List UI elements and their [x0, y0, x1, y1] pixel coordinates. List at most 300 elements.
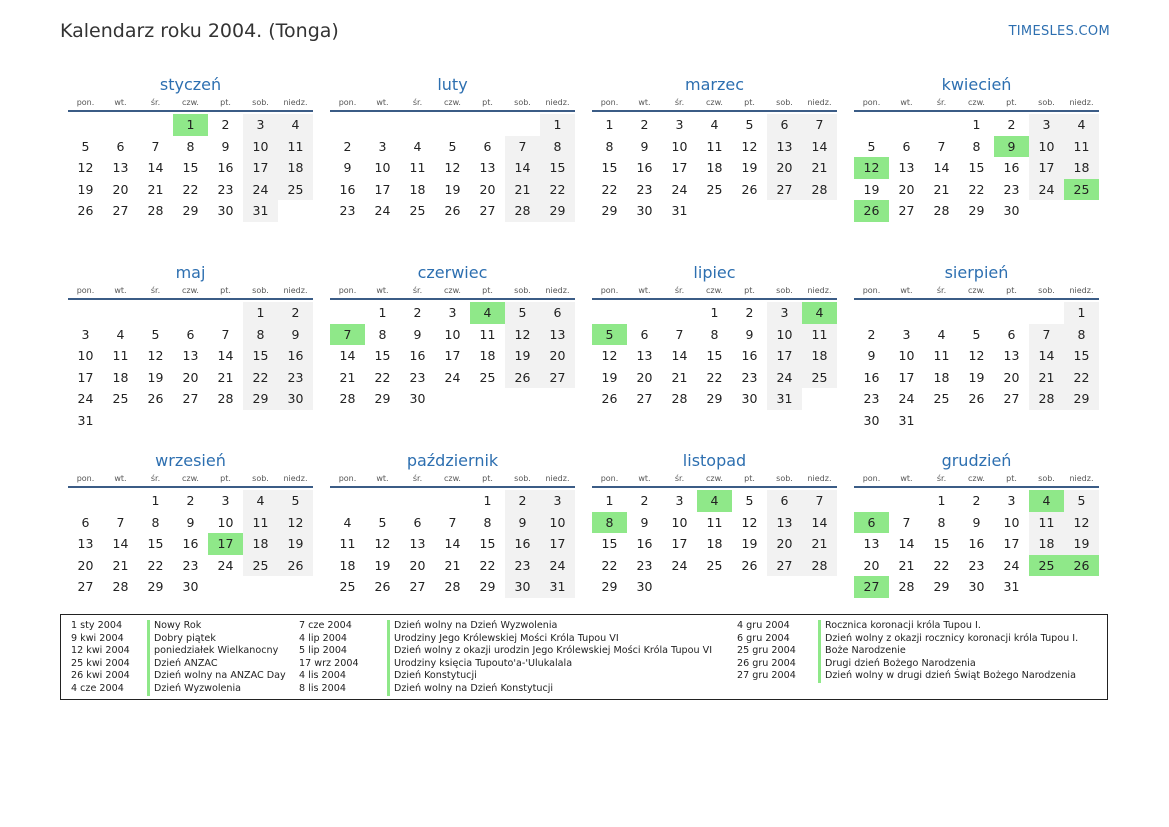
day-cell[interactable]: 12: [444, 160, 461, 176]
day-cell[interactable]: 20: [540, 345, 575, 367]
day-cell[interactable]: 4: [1064, 114, 1099, 136]
day-cell[interactable]: 5: [448, 138, 457, 154]
day-cell[interactable]: 13: [112, 160, 129, 176]
day-cell[interactable]: 12: [1064, 512, 1099, 534]
day-cell[interactable]: 17: [671, 160, 688, 176]
day-cell[interactable]: 13: [1003, 348, 1020, 364]
day-cell[interactable]: 16: [968, 536, 985, 552]
day-cell[interactable]: 12: [741, 138, 758, 154]
day-cell[interactable]: 26: [147, 391, 164, 407]
day-cell[interactable]: 20: [479, 181, 496, 197]
day-cell[interactable]: 7: [448, 514, 457, 530]
day-cell[interactable]: 17: [767, 345, 802, 367]
day-cell[interactable]: 3: [675, 493, 684, 508]
day-cell[interactable]: 27: [767, 555, 802, 577]
day-cell[interactable]: 7: [505, 136, 540, 158]
day-cell[interactable]: 3: [81, 326, 90, 342]
holiday-day[interactable]: 8: [592, 512, 627, 534]
day-cell[interactable]: 26: [278, 555, 313, 577]
day-cell[interactable]: 7: [937, 138, 946, 154]
day-cell[interactable]: 2: [867, 326, 876, 342]
day-cell[interactable]: 23: [339, 203, 356, 219]
day-cell[interactable]: 23: [741, 369, 758, 385]
day-cell[interactable]: 15: [540, 157, 575, 179]
day-cell[interactable]: 21: [898, 557, 915, 573]
day-cell[interactable]: 25: [706, 557, 723, 573]
day-cell[interactable]: 26: [741, 557, 758, 573]
day-cell[interactable]: 4: [278, 114, 313, 136]
day-cell[interactable]: 23: [278, 367, 313, 389]
day-cell[interactable]: 9: [186, 514, 195, 530]
day-cell[interactable]: 14: [933, 160, 950, 176]
day-cell[interactable]: 15: [933, 536, 950, 552]
day-cell[interactable]: 19: [741, 160, 758, 176]
day-cell[interactable]: 19: [505, 345, 540, 367]
day-cell[interactable]: 1: [151, 493, 160, 508]
day-cell[interactable]: 3: [675, 117, 684, 132]
day-cell[interactable]: 13: [898, 160, 915, 176]
day-cell[interactable]: 4: [116, 326, 125, 342]
holiday-day[interactable]: 4: [802, 302, 837, 324]
day-cell[interactable]: 23: [217, 181, 234, 197]
day-cell[interactable]: 17: [1003, 536, 1020, 552]
day-cell[interactable]: 15: [243, 345, 278, 367]
day-cell[interactable]: 25: [479, 369, 496, 385]
day-cell[interactable]: 26: [741, 181, 758, 197]
day-cell[interactable]: 28: [217, 391, 234, 407]
day-cell[interactable]: 26: [601, 391, 618, 407]
day-cell[interactable]: 1: [243, 302, 278, 324]
day-cell[interactable]: 13: [409, 536, 426, 552]
day-cell[interactable]: 14: [444, 536, 461, 552]
day-cell[interactable]: 19: [968, 369, 985, 385]
day-cell[interactable]: 11: [1064, 136, 1099, 158]
day-cell[interactable]: 31: [671, 203, 688, 219]
day-cell[interactable]: 10: [1003, 514, 1020, 530]
day-cell[interactable]: 13: [636, 348, 653, 364]
day-cell[interactable]: 23: [863, 391, 880, 407]
day-cell[interactable]: 17: [243, 157, 278, 179]
day-cell[interactable]: 30: [409, 391, 426, 407]
day-cell[interactable]: 27: [540, 367, 575, 389]
holiday-day[interactable]: 12: [854, 157, 889, 179]
day-cell[interactable]: 31: [767, 388, 802, 410]
day-cell[interactable]: 30: [505, 576, 540, 598]
holiday-day[interactable]: 4: [1029, 490, 1064, 512]
day-cell[interactable]: 21: [339, 369, 356, 385]
day-cell[interactable]: 7: [802, 114, 837, 136]
day-cell[interactable]: 16: [741, 348, 758, 364]
day-cell[interactable]: 1: [710, 305, 719, 320]
day-cell[interactable]: 22: [540, 179, 575, 201]
day-cell[interactable]: 10: [1029, 136, 1064, 158]
day-cell[interactable]: 6: [767, 490, 802, 512]
day-cell[interactable]: 29: [374, 391, 391, 407]
day-cell[interactable]: 17: [444, 348, 461, 364]
day-cell[interactable]: 23: [182, 557, 199, 573]
day-cell[interactable]: 2: [413, 305, 422, 320]
day-cell[interactable]: 10: [444, 326, 461, 342]
day-cell[interactable]: 29: [243, 388, 278, 410]
day-cell[interactable]: 28: [671, 391, 688, 407]
day-cell[interactable]: 14: [802, 512, 837, 534]
day-cell[interactable]: 5: [278, 490, 313, 512]
day-cell[interactable]: 3: [221, 493, 230, 508]
day-cell[interactable]: 22: [706, 369, 723, 385]
holiday-day[interactable]: 4: [697, 490, 732, 512]
day-cell[interactable]: 27: [409, 579, 426, 595]
day-cell[interactable]: 21: [1029, 367, 1064, 389]
day-cell[interactable]: 24: [1029, 179, 1064, 201]
day-cell[interactable]: 13: [479, 160, 496, 176]
day-cell[interactable]: 29: [182, 203, 199, 219]
day-cell[interactable]: 21: [802, 157, 837, 179]
day-cell[interactable]: 2: [278, 302, 313, 324]
day-cell[interactable]: 14: [112, 536, 129, 552]
day-cell[interactable]: 29: [933, 579, 950, 595]
day-cell[interactable]: 16: [409, 348, 426, 364]
day-cell[interactable]: 5: [151, 326, 160, 342]
day-cell[interactable]: 24: [217, 557, 234, 573]
day-cell[interactable]: 14: [217, 348, 234, 364]
day-cell[interactable]: 29: [706, 391, 723, 407]
day-cell[interactable]: 24: [540, 555, 575, 577]
day-cell[interactable]: 20: [182, 369, 199, 385]
holiday-day[interactable]: 26: [1064, 555, 1099, 577]
day-cell[interactable]: 31: [540, 576, 575, 598]
day-cell[interactable]: 23: [968, 557, 985, 573]
day-cell[interactable]: 7: [802, 490, 837, 512]
day-cell[interactable]: 30: [741, 391, 758, 407]
day-cell[interactable]: 1: [378, 305, 387, 320]
day-cell[interactable]: 16: [636, 536, 653, 552]
day-cell[interactable]: 14: [671, 348, 688, 364]
day-cell[interactable]: 21: [217, 369, 234, 385]
day-cell[interactable]: 1: [972, 117, 981, 132]
day-cell[interactable]: 4: [413, 138, 422, 154]
day-cell[interactable]: 23: [1003, 181, 1020, 197]
day-cell[interactable]: 9: [867, 348, 876, 364]
day-cell[interactable]: 15: [968, 160, 985, 176]
day-cell[interactable]: 24: [243, 179, 278, 201]
day-cell[interactable]: 21: [933, 181, 950, 197]
day-cell[interactable]: 8: [972, 138, 981, 154]
holiday-day[interactable]: 25: [1064, 179, 1099, 201]
day-cell[interactable]: 15: [182, 160, 199, 176]
day-cell[interactable]: 5: [745, 117, 754, 132]
day-cell[interactable]: 26: [505, 367, 540, 389]
day-cell[interactable]: 10: [767, 324, 802, 346]
day-cell[interactable]: 12: [77, 160, 94, 176]
day-cell[interactable]: 22: [479, 557, 496, 573]
day-cell[interactable]: 19: [444, 181, 461, 197]
day-cell[interactable]: 21: [802, 533, 837, 555]
day-cell[interactable]: 13: [77, 536, 94, 552]
day-cell[interactable]: 20: [1003, 369, 1020, 385]
day-cell[interactable]: 1: [1064, 302, 1099, 324]
day-cell[interactable]: 9: [221, 138, 230, 154]
day-cell[interactable]: 22: [243, 367, 278, 389]
day-cell[interactable]: 11: [409, 160, 426, 176]
day-cell[interactable]: 18: [243, 533, 278, 555]
day-cell[interactable]: 5: [745, 493, 754, 508]
day-cell[interactable]: 27: [112, 203, 129, 219]
day-cell[interactable]: 2: [1007, 117, 1016, 132]
day-cell[interactable]: 28: [802, 179, 837, 201]
day-cell[interactable]: 4: [937, 326, 946, 342]
holiday-day[interactable]: 9: [994, 136, 1029, 158]
day-cell[interactable]: 27: [898, 203, 915, 219]
day-cell[interactable]: 17: [540, 533, 575, 555]
day-cell[interactable]: 10: [540, 512, 575, 534]
day-cell[interactable]: 25: [933, 391, 950, 407]
day-cell[interactable]: 17: [1029, 157, 1064, 179]
day-cell[interactable]: 1: [605, 493, 614, 508]
holiday-day[interactable]: 17: [208, 533, 243, 555]
day-cell[interactable]: 29: [601, 579, 618, 595]
day-cell[interactable]: 25: [112, 391, 129, 407]
day-cell[interactable]: 25: [278, 179, 313, 201]
day-cell[interactable]: 16: [1003, 160, 1020, 176]
day-cell[interactable]: 16: [339, 181, 356, 197]
day-cell[interactable]: 18: [1064, 157, 1099, 179]
day-cell[interactable]: 16: [278, 345, 313, 367]
holiday-day[interactable]: 6: [854, 512, 889, 534]
day-cell[interactable]: 22: [182, 181, 199, 197]
day-cell[interactable]: 18: [479, 348, 496, 364]
day-cell[interactable]: 30: [863, 412, 880, 428]
day-cell[interactable]: 24: [77, 391, 94, 407]
day-cell[interactable]: 3: [540, 490, 575, 512]
day-cell[interactable]: 27: [77, 579, 94, 595]
day-cell[interactable]: 31: [898, 412, 915, 428]
day-cell[interactable]: 1: [937, 493, 946, 508]
day-cell[interactable]: 24: [374, 203, 391, 219]
day-cell[interactable]: 11: [1029, 512, 1064, 534]
day-cell[interactable]: 10: [243, 136, 278, 158]
day-cell[interactable]: 25: [409, 203, 426, 219]
day-cell[interactable]: 18: [409, 181, 426, 197]
day-cell[interactable]: 19: [601, 369, 618, 385]
day-cell[interactable]: 29: [601, 203, 618, 219]
day-cell[interactable]: 14: [505, 157, 540, 179]
day-cell[interactable]: 10: [374, 160, 391, 176]
day-cell[interactable]: 22: [374, 369, 391, 385]
day-cell[interactable]: 19: [863, 181, 880, 197]
day-cell[interactable]: 26: [968, 391, 985, 407]
day-cell[interactable]: 26: [374, 579, 391, 595]
day-cell[interactable]: 17: [77, 369, 94, 385]
holiday-day[interactable]: 25: [1029, 555, 1064, 577]
day-cell[interactable]: 30: [1003, 203, 1020, 219]
day-cell[interactable]: 23: [505, 555, 540, 577]
day-cell[interactable]: 16: [636, 160, 653, 176]
day-cell[interactable]: 30: [636, 203, 653, 219]
holiday-day[interactable]: 1: [173, 114, 208, 136]
day-cell[interactable]: 11: [112, 348, 129, 364]
day-cell[interactable]: 20: [112, 181, 129, 197]
day-cell[interactable]: 20: [898, 181, 915, 197]
day-cell[interactable]: 7: [116, 514, 125, 530]
day-cell[interactable]: 5: [1064, 490, 1099, 512]
day-cell[interactable]: 24: [898, 391, 915, 407]
day-cell[interactable]: 19: [278, 533, 313, 555]
day-cell[interactable]: 9: [640, 138, 649, 154]
day-cell[interactable]: 28: [1029, 388, 1064, 410]
day-cell[interactable]: 8: [937, 514, 946, 530]
day-cell[interactable]: 12: [374, 536, 391, 552]
day-cell[interactable]: 8: [243, 324, 278, 346]
day-cell[interactable]: 10: [671, 138, 688, 154]
day-cell[interactable]: 15: [147, 536, 164, 552]
day-cell[interactable]: 24: [671, 181, 688, 197]
day-cell[interactable]: 18: [933, 369, 950, 385]
day-cell[interactable]: 23: [636, 181, 653, 197]
day-cell[interactable]: 14: [339, 348, 356, 364]
day-cell[interactable]: 12: [968, 348, 985, 364]
day-cell[interactable]: 10: [77, 348, 94, 364]
day-cell[interactable]: 30: [636, 579, 653, 595]
day-cell[interactable]: 2: [221, 117, 230, 132]
day-cell[interactable]: 25: [706, 181, 723, 197]
day-cell[interactable]: 29: [1064, 388, 1099, 410]
day-cell[interactable]: 20: [767, 533, 802, 555]
day-cell[interactable]: 15: [706, 348, 723, 364]
day-cell[interactable]: 16: [182, 536, 199, 552]
day-cell[interactable]: 24: [767, 367, 802, 389]
day-cell[interactable]: 13: [767, 136, 802, 158]
day-cell[interactable]: 8: [540, 136, 575, 158]
day-cell[interactable]: 30: [968, 579, 985, 595]
day-cell[interactable]: 6: [767, 114, 802, 136]
day-cell[interactable]: 20: [767, 157, 802, 179]
day-cell[interactable]: 2: [640, 493, 649, 508]
day-cell[interactable]: 11: [479, 326, 496, 342]
day-cell[interactable]: 11: [706, 138, 723, 154]
day-cell[interactable]: 16: [863, 369, 880, 385]
day-cell[interactable]: 15: [601, 160, 618, 176]
day-cell[interactable]: 4: [343, 514, 352, 530]
day-cell[interactable]: 28: [147, 203, 164, 219]
day-cell[interactable]: 17: [671, 536, 688, 552]
day-cell[interactable]: 14: [898, 536, 915, 552]
day-cell[interactable]: 22: [147, 557, 164, 573]
day-cell[interactable]: 9: [278, 324, 313, 346]
day-cell[interactable]: 3: [902, 326, 911, 342]
day-cell[interactable]: 21: [112, 557, 129, 573]
day-cell[interactable]: 1: [540, 114, 575, 136]
day-cell[interactable]: 20: [863, 557, 880, 573]
day-cell[interactable]: 8: [1064, 324, 1099, 346]
day-cell[interactable]: 9: [972, 514, 981, 530]
holiday-day[interactable]: 26: [854, 200, 889, 222]
day-cell[interactable]: 7: [1029, 324, 1064, 346]
day-cell[interactable]: 2: [343, 138, 352, 154]
day-cell[interactable]: 9: [505, 512, 540, 534]
day-cell[interactable]: 29: [540, 200, 575, 222]
day-cell[interactable]: 26: [444, 203, 461, 219]
brand-link[interactable]: TIMESLES.COM: [1008, 24, 1110, 39]
day-cell[interactable]: 8: [710, 326, 719, 342]
day-cell[interactable]: 6: [1007, 326, 1016, 342]
holiday-day[interactable]: 7: [330, 324, 365, 346]
day-cell[interactable]: 2: [640, 117, 649, 132]
day-cell[interactable]: 18: [339, 557, 356, 573]
day-cell[interactable]: 20: [636, 369, 653, 385]
day-cell[interactable]: 30: [182, 579, 199, 595]
holiday-day[interactable]: 4: [470, 302, 505, 324]
day-cell[interactable]: 14: [147, 160, 164, 176]
day-cell[interactable]: 10: [898, 348, 915, 364]
day-cell[interactable]: 19: [741, 536, 758, 552]
day-cell[interactable]: 5: [378, 514, 387, 530]
day-cell[interactable]: 16: [505, 533, 540, 555]
day-cell[interactable]: 12: [278, 512, 313, 534]
day-cell[interactable]: 13: [767, 512, 802, 534]
day-cell[interactable]: 5: [81, 138, 90, 154]
day-cell[interactable]: 20: [409, 557, 426, 573]
day-cell[interactable]: 27: [479, 203, 496, 219]
day-cell[interactable]: 24: [671, 557, 688, 573]
day-cell[interactable]: 7: [151, 138, 160, 154]
day-cell[interactable]: 30: [217, 203, 234, 219]
day-cell[interactable]: 22: [601, 557, 618, 573]
day-cell[interactable]: 31: [243, 200, 278, 222]
day-cell[interactable]: 26: [77, 203, 94, 219]
day-cell[interactable]: 28: [505, 200, 540, 222]
day-cell[interactable]: 23: [409, 369, 426, 385]
day-cell[interactable]: 5: [972, 326, 981, 342]
day-cell[interactable]: 1: [605, 117, 614, 132]
day-cell[interactable]: 5: [867, 138, 876, 154]
day-cell[interactable]: 3: [767, 302, 802, 324]
day-cell[interactable]: 14: [1029, 345, 1064, 367]
day-cell[interactable]: 18: [1029, 533, 1064, 555]
day-cell[interactable]: 25: [339, 579, 356, 595]
day-cell[interactable]: 21: [444, 557, 461, 573]
day-cell[interactable]: 5: [505, 302, 540, 324]
day-cell[interactable]: 12: [505, 324, 540, 346]
day-cell[interactable]: 7: [675, 326, 684, 342]
day-cell[interactable]: 15: [479, 536, 496, 552]
day-cell[interactable]: 18: [802, 345, 837, 367]
day-cell[interactable]: 28: [933, 203, 950, 219]
day-cell[interactable]: 11: [802, 324, 837, 346]
day-cell[interactable]: 22: [1064, 367, 1099, 389]
day-cell[interactable]: 9: [640, 514, 649, 530]
day-cell[interactable]: 8: [151, 514, 160, 530]
day-cell[interactable]: 21: [147, 181, 164, 197]
day-cell[interactable]: 12: [147, 348, 164, 364]
day-cell[interactable]: 11: [933, 348, 950, 364]
day-cell[interactable]: 9: [343, 160, 352, 176]
day-cell[interactable]: 3: [1007, 493, 1016, 508]
day-cell[interactable]: 4: [710, 117, 719, 132]
day-cell[interactable]: 20: [77, 557, 94, 573]
day-cell[interactable]: 28: [339, 391, 356, 407]
day-cell[interactable]: 8: [186, 138, 195, 154]
day-cell[interactable]: 6: [81, 514, 90, 530]
day-cell[interactable]: 22: [601, 181, 618, 197]
day-cell[interactable]: 22: [968, 181, 985, 197]
day-cell[interactable]: 30: [278, 388, 313, 410]
day-cell[interactable]: 22: [933, 557, 950, 573]
day-cell[interactable]: 6: [540, 302, 575, 324]
holiday-day[interactable]: 27: [854, 576, 889, 598]
day-cell[interactable]: 8: [483, 514, 492, 530]
day-cell[interactable]: 18: [706, 160, 723, 176]
day-cell[interactable]: 19: [77, 181, 94, 197]
